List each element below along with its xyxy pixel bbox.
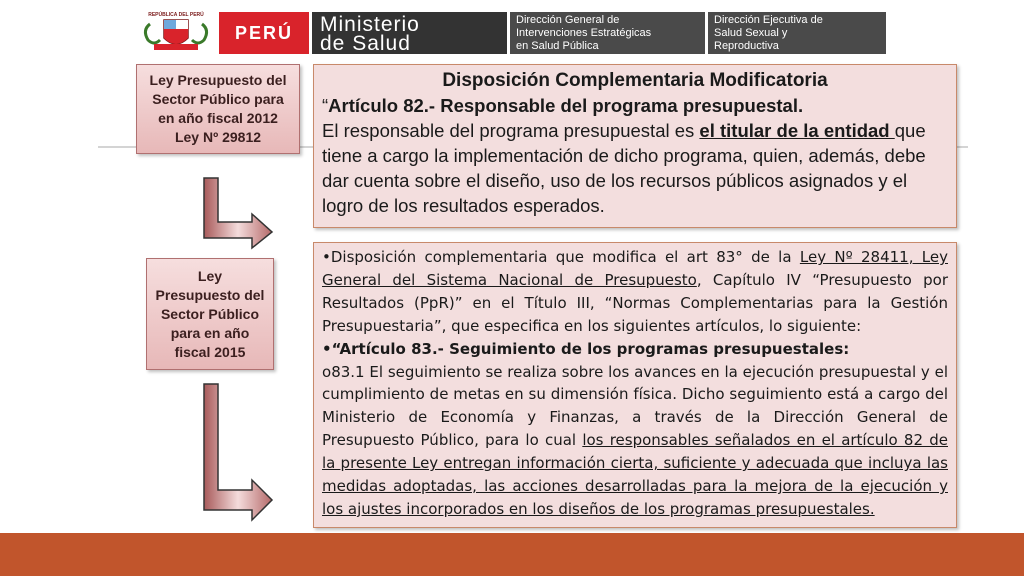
bent-arrow-icon xyxy=(202,382,274,526)
panel2-paragraph-2 xyxy=(322,338,948,361)
article-82-body-post: que tiene a cargo la implementación de dicho programa, quien, además, debe dar cuenta sobre el diseño, uso de los recursos públicos asignados y el logro de los resultados esperados. xyxy=(322,120,926,216)
law-2015-line3: Sector Público xyxy=(160,305,259,322)
article-82-panel xyxy=(313,64,957,228)
law-2015-box xyxy=(146,258,274,370)
dgiesp-line1: Dirección General de xyxy=(516,14,620,26)
law-2012-line4: Ley Nº 29812 xyxy=(174,129,262,145)
law-2015-line5: fiscal 2015 xyxy=(174,343,246,360)
law-2015-line1: Ley xyxy=(197,267,223,284)
deses-line3: Reproductiva xyxy=(714,40,779,52)
article-83-panel xyxy=(313,242,957,528)
article-82-body-bold: el titular de la entidad xyxy=(699,120,895,141)
ministerio-logo xyxy=(312,12,507,54)
law-2012-line2: Sector Público para xyxy=(152,91,284,107)
bullet: • xyxy=(322,248,331,266)
quote-mark: “ xyxy=(322,95,329,116)
deses-line2: Salud Sexual y xyxy=(714,27,788,39)
p3-pre: 83.1 El seguimiento se realiza sobre los avances en la ejecución presupuestal y el cumplimiento de metas en su dimensión física. Dicho seguimiento está a cargo del Ministerio de Economía y Finanzas, a través de la Dirección General de Presupuesto Público, para lo cual xyxy=(322,362,948,450)
law-2012-line3: en año fiscal 2012 xyxy=(158,110,278,126)
peru-emblem-logo xyxy=(140,10,212,56)
deses-logo xyxy=(708,12,886,54)
panel2-paragraph-1 xyxy=(322,246,948,338)
ley-28411-reference: Ley Nº 28411, Ley General del Sistema Nacional de Presupuesto xyxy=(322,248,948,289)
article-83-title: “Artículo 83.- Seguimiento de los programas presupuestales: xyxy=(331,339,850,358)
p1-post: , Capítulo IV “Presupuesto por Resultados (PpR)” en el Título III, “Normas Complementarias para la Gestión Presupuestaria”, que especifica en los siguientes artículos, lo siguiente: xyxy=(322,270,948,335)
emblem-text: REPÚBLICA DEL PERÚ xyxy=(148,12,204,18)
ministerio-line1: Ministerio xyxy=(320,13,420,36)
law-2015-line4: para en año xyxy=(170,324,250,341)
law-2012-box xyxy=(136,64,300,154)
panel1-title: Disposición Complementaria Modificatoria xyxy=(442,70,828,91)
dgiesp-line2: Intervenciones Estratégicas xyxy=(516,27,652,39)
law-2015-line2: Presupuesto del xyxy=(155,286,265,303)
bullet: • xyxy=(322,339,332,358)
p1-pre: Disposición complementaria que modifica el art 83° de la xyxy=(330,248,800,266)
peru-label: PERÚ xyxy=(219,12,309,54)
footer-bar xyxy=(0,533,1024,576)
panel2-paragraph-3 xyxy=(322,361,948,521)
law-2012-line1: Ley Presupuesto del xyxy=(149,72,287,88)
article-82-heading xyxy=(322,93,948,118)
dgiesp-line3: en Salud Pública xyxy=(516,40,599,52)
bent-arrow-icon xyxy=(202,176,274,250)
dgiesp-logo xyxy=(510,12,705,54)
article-82-body xyxy=(322,118,948,218)
sub-bullet: o xyxy=(322,362,332,381)
article-82-title: Artículo 82.- Responsable del programa presupuestal. xyxy=(328,95,804,116)
p3-underlined: los responsables señalados en el artículo 82 de la presente Ley entregan información cierta, suficiente y adecuada que incluya las medidas adoptadas, las acciones desarrolladas para la mejora de la ejecución y los ajustes incorporados en los diseños de los programas presupuestales. xyxy=(322,431,948,518)
article-82-body-pre: El responsable del programa presupuestal es xyxy=(322,120,700,141)
deses-line1: Dirección Ejecutiva de xyxy=(714,14,823,26)
ministerio-line2: de Salud xyxy=(320,32,411,55)
